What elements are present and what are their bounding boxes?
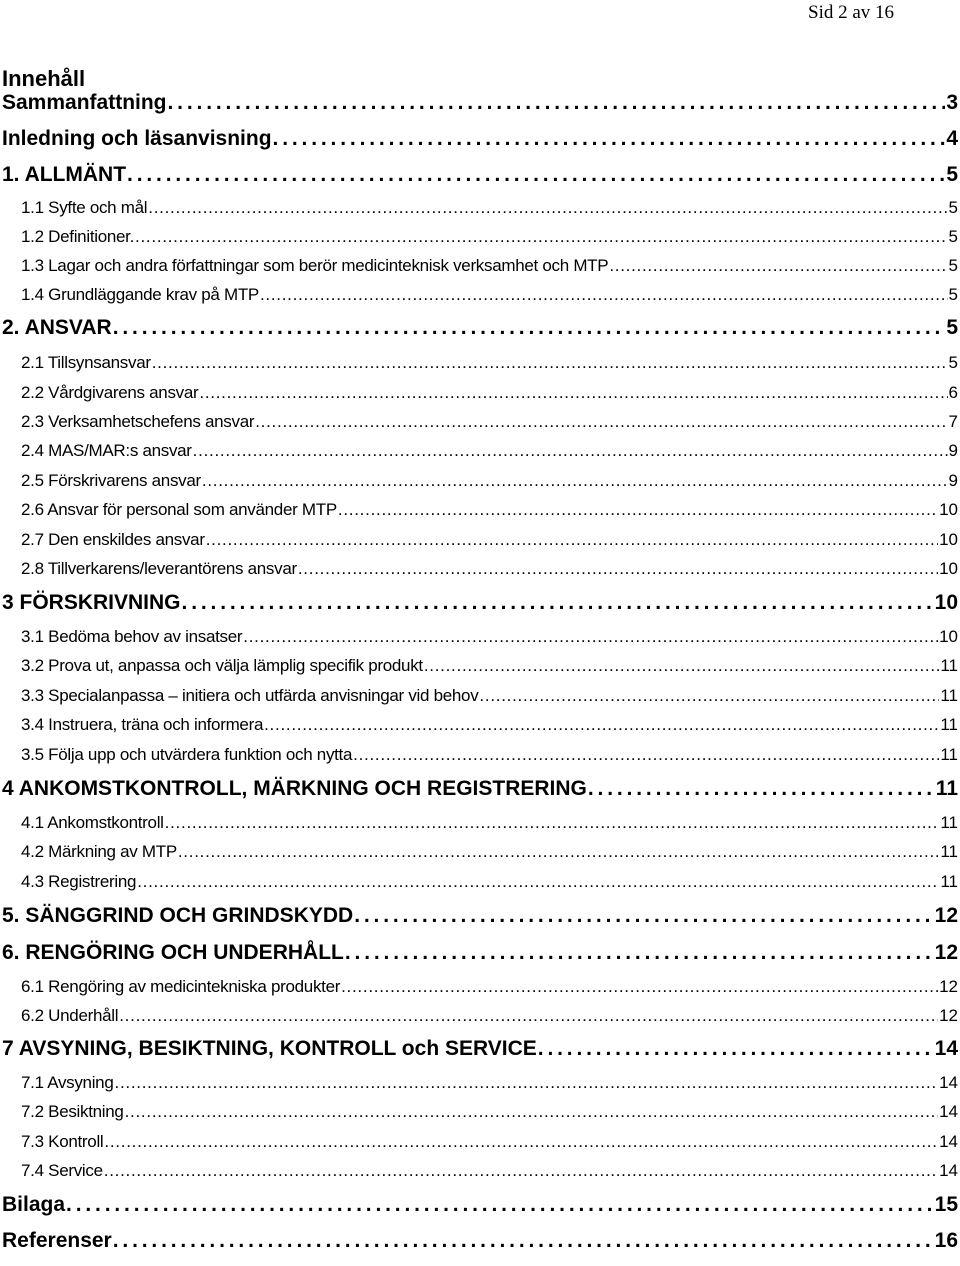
toc-dot-leader <box>609 254 947 278</box>
toc-entry[interactable] <box>2 1226 958 1256</box>
toc-entry-title: 2. ANSVAR <box>2 316 112 339</box>
toc-entry[interactable] <box>21 351 958 375</box>
toc-dot-leader <box>243 625 938 649</box>
toc-entry-page-number: 11 <box>940 872 958 891</box>
toc-entry-page-number: 14 <box>934 1037 958 1060</box>
toc-entry-page-number: 12 <box>939 977 958 996</box>
toc-dot-leader <box>165 811 940 835</box>
toc-dot-leader <box>298 557 938 581</box>
toc-dot-leader <box>127 160 945 190</box>
toc-entry-page-number: 12 <box>934 904 958 927</box>
toc-dot-leader <box>168 88 946 118</box>
toc-title: Innehåll <box>2 66 86 91</box>
toc-entry-page-number: 9 <box>948 441 958 460</box>
toc-entry[interactable] <box>21 654 958 678</box>
toc-entry-title: 5. SÄNGGRIND OCH GRINDSKYDD <box>2 904 354 927</box>
toc-dot-leader <box>152 351 948 375</box>
toc-entry[interactable] <box>21 811 958 835</box>
toc-entry-page-number: 11 <box>940 715 958 734</box>
toc-entry-title: 1.1 Syfte och mål <box>21 198 148 217</box>
toc-entry-title: 7.4 Service <box>21 1161 103 1180</box>
toc-dot-leader <box>338 498 938 522</box>
toc-dot-leader <box>119 1004 938 1028</box>
toc-entry[interactable] <box>21 1159 958 1183</box>
toc-dot-leader <box>182 588 934 618</box>
toc-entry-title: Inledning och läsanvisning <box>2 127 272 150</box>
toc-entry[interactable] <box>21 1130 958 1154</box>
toc-entry-title: Referenser <box>2 1229 112 1252</box>
toc-entry-page-number: 16 <box>934 1229 958 1252</box>
toc-entry[interactable] <box>21 1004 958 1028</box>
toc-entry-page-number: 11 <box>940 656 958 675</box>
toc-dot-leader <box>113 313 946 343</box>
toc-entry-title: 2.6 Ansvar för personal som använder MTP <box>21 500 337 519</box>
toc-entry-page-number: 5 <box>948 353 958 372</box>
toc-dot-leader <box>264 713 939 737</box>
toc-entry[interactable] <box>21 528 958 552</box>
toc-entry[interactable] <box>21 283 958 307</box>
toc-entry-page-number: 10 <box>939 500 958 519</box>
toc-entry-title: 2.5 Förskrivarens ansvar <box>21 471 201 490</box>
toc-entry-page-number: 10 <box>934 591 958 614</box>
toc-entry[interactable] <box>21 743 958 767</box>
toc-entry[interactable] <box>2 88 958 118</box>
toc-entry-page-number: 4 <box>946 127 958 150</box>
toc-entry-page-number: 10 <box>939 627 958 646</box>
toc-entry-page-number: 14 <box>939 1073 958 1092</box>
toc-entry[interactable] <box>21 1100 958 1124</box>
toc-dot-leader <box>178 840 939 864</box>
toc-entry[interactable] <box>21 196 958 220</box>
toc-entry-title: 1. ALLMÄNT <box>2 163 127 186</box>
toc-entry-page-number: 5 <box>948 198 958 217</box>
toc-entry-page-number: 5 <box>946 163 958 186</box>
toc-dot-leader <box>113 1226 934 1256</box>
toc-entry-title: Bilaga <box>2 1193 66 1216</box>
toc-entry-page-number: 12 <box>939 1006 958 1025</box>
toc-dot-leader <box>104 1159 938 1183</box>
toc-entry-title: 7 AVSYNING, BESIKTNING, KONTROLL och SERVICE <box>2 1037 537 1060</box>
toc-entry[interactable] <box>21 870 958 894</box>
toc-dot-leader <box>125 1100 938 1124</box>
toc-entry[interactable] <box>21 225 958 249</box>
toc-entry-page-number: 11 <box>940 686 958 705</box>
toc-dot-leader <box>137 870 939 894</box>
toc-entry[interactable] <box>21 625 958 649</box>
toc-entry-page-number: 12 <box>934 941 958 964</box>
toc-entry-title: 2.8 Tillverkarens/leverantörens ansvar <box>21 559 297 578</box>
toc-dot-leader <box>353 743 939 767</box>
toc-entry-title: 7.1 Avsyning <box>21 1073 114 1092</box>
toc-entry[interactable] <box>2 1190 958 1220</box>
toc-dot-leader <box>115 1071 939 1095</box>
toc-dot-leader <box>255 410 947 434</box>
toc-entry[interactable] <box>2 938 958 968</box>
toc-entry-title: 7.2 Besiktning <box>21 1102 124 1121</box>
toc-entry-title: 4.1 Ankomstkontroll <box>21 813 164 832</box>
toc-entry[interactable] <box>21 557 958 581</box>
toc-entry-page-number: 11 <box>940 813 958 832</box>
toc-dot-leader <box>479 684 939 708</box>
toc-entry[interactable] <box>2 160 958 190</box>
toc-entry-title: 3 FÖRSKRIVNING <box>2 591 181 614</box>
toc-entry-title: 1.2 Definitioner. <box>21 227 135 246</box>
toc-entry-title: 2.7 Den enskildes ansvar <box>21 530 205 549</box>
toc-entry-page-number: 11 <box>940 842 958 861</box>
toc-entry[interactable] <box>21 684 958 708</box>
toc-entry-page-number: 5 <box>948 285 958 304</box>
toc-entry[interactable] <box>2 124 958 154</box>
toc-entry-title: 4 ANKOMSTKONTROLL, MÄRKNING OCH REGISTRERING <box>2 777 587 800</box>
toc-entry-title: 1.4 Grundläggande krav på MTP <box>21 285 259 304</box>
toc-entry[interactable] <box>21 975 958 999</box>
toc-entry-page-number: 14 <box>939 1102 958 1121</box>
toc-entry-title: Sammanfattning <box>2 91 167 114</box>
toc-entry-title: 2.2 Vårdgivarens ansvar <box>21 383 199 402</box>
toc-dot-leader <box>588 774 935 804</box>
toc-entry-title: 3.4 Instruera, träna och informera <box>21 715 264 734</box>
toc-entry-title: 2.3 Verksamhetschefens ansvar <box>21 412 255 431</box>
toc-dot-leader <box>202 469 948 493</box>
toc-entry[interactable] <box>21 713 958 737</box>
toc-dot-leader <box>273 124 946 154</box>
toc-entry-page-number: 10 <box>939 559 958 578</box>
toc-entry-title: 3.1 Bedöma behov av insatser <box>21 627 243 646</box>
toc-dot-leader <box>354 901 933 931</box>
toc-entry-page-number: 5 <box>946 316 958 339</box>
toc-entry-title: 3.2 Prova ut, anpassa och välja lämplig specifik produkt <box>21 656 423 675</box>
toc-entry-page-number: 14 <box>939 1161 958 1180</box>
toc-entry-page-number: 11 <box>940 745 958 764</box>
toc-dot-leader <box>104 1130 938 1154</box>
toc-entry[interactable] <box>2 588 958 618</box>
toc-entry-page-number: 5 <box>948 227 958 246</box>
toc-dot-leader <box>206 528 938 552</box>
toc-entry-title: 2.4 MAS/MAR:s ansvar <box>21 441 192 460</box>
toc-dot-leader <box>66 1190 934 1220</box>
toc-entry-page-number: 7 <box>948 412 958 431</box>
toc-entry[interactable] <box>21 498 958 522</box>
toc-dot-leader <box>135 225 948 249</box>
toc-dot-leader <box>424 654 940 678</box>
toc-entry-title: 6.1 Rengöring av medicintekniska produkter <box>21 977 341 996</box>
toc-entry-page-number: 15 <box>934 1193 958 1216</box>
toc-entry[interactable] <box>21 254 958 278</box>
toc-dot-leader <box>193 439 948 463</box>
toc-entry-page-number: 5 <box>948 256 958 275</box>
toc-entry-page-number: 6 <box>948 383 958 402</box>
toc-entry-title: 3.5 Följa upp och utvärdera funktion och nytta <box>21 745 353 764</box>
toc-entry-title: 6.2 Underhåll <box>21 1006 119 1025</box>
toc-dot-leader <box>538 1034 934 1064</box>
toc-entry-page-number: 9 <box>948 471 958 490</box>
toc-entry[interactable] <box>21 469 958 493</box>
toc-entry-title: 2.1 Tillsynsansvar <box>21 353 151 372</box>
toc-entry[interactable] <box>21 381 958 405</box>
toc-entry-title: 6. RENGÖRING OCH UNDERHÅLL <box>2 941 344 964</box>
toc-entry[interactable] <box>2 313 958 343</box>
toc-entry-title: 7.3 Kontroll <box>21 1132 104 1151</box>
toc-dot-leader <box>260 283 948 307</box>
toc-entry-title: 3.3 Specialanpassa – initiera och utfärda anvisningar vid behov <box>21 686 479 705</box>
toc-entry-page-number: 11 <box>935 777 958 800</box>
toc-entry[interactable] <box>21 410 958 434</box>
toc-entry[interactable] <box>2 901 958 931</box>
toc-entry-page-number: 10 <box>939 530 958 549</box>
toc-entry-title: 1.3 Lagar och andra författningar som berör medicinteknisk verksamhet och MTP <box>21 256 609 275</box>
toc-entry-title: 4.3 Registrering <box>21 872 137 891</box>
toc-entry-page-number: 14 <box>939 1132 958 1151</box>
toc-entry[interactable] <box>21 840 958 864</box>
toc-dot-leader <box>148 196 947 220</box>
toc-entry[interactable] <box>2 1034 958 1064</box>
toc-entry[interactable] <box>21 1071 958 1095</box>
toc-dot-leader <box>345 938 934 968</box>
toc-entry[interactable] <box>2 774 958 804</box>
toc-entry[interactable] <box>21 439 958 463</box>
toc-dot-leader <box>199 381 947 405</box>
toc-dot-leader <box>341 975 938 999</box>
toc-entry-page-number: 3 <box>946 91 958 114</box>
toc-entry-title: 4.2 Märkning av MTP <box>21 842 177 861</box>
page-indicator: Sid 2 av 16 <box>808 2 895 23</box>
